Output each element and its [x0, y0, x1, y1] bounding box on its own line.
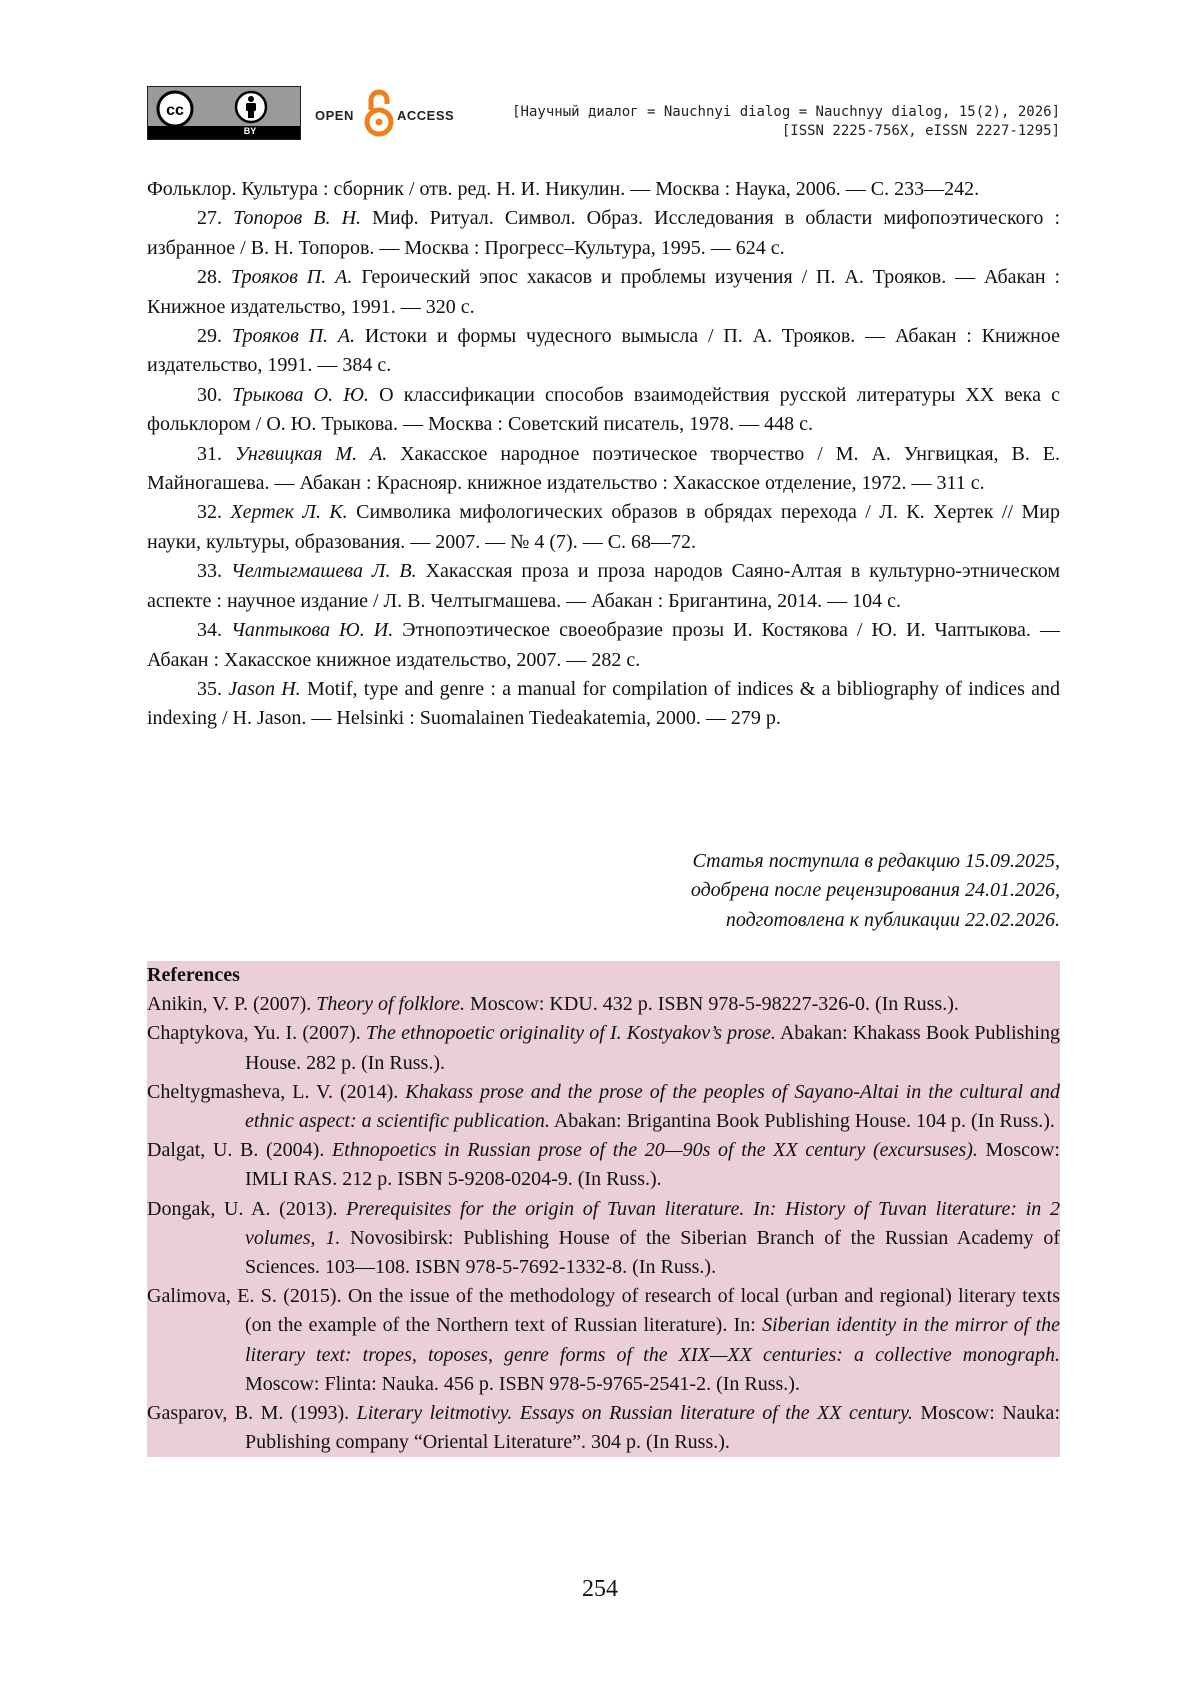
- attribution-person-icon: [234, 90, 268, 124]
- reference-item: [147, 263, 1060, 322]
- license-strip: [148, 126, 300, 139]
- references-item-lead: Gasparov, B. M. (1993).: [147, 1402, 357, 1425]
- references-item: [147, 1282, 1060, 1399]
- cc-icon: [156, 90, 194, 128]
- references-item-lead: Anikin, V. P. (2007).: [147, 993, 317, 1016]
- references-item: [147, 1195, 1060, 1283]
- reference-number: 31.: [197, 442, 235, 465]
- reference-item: [147, 322, 1060, 381]
- references-item-tail: Moscow: Flinta: Nauka. 456 p. ISBN 978-5-9765-2541-2. (In Russ.).: [245, 1372, 800, 1395]
- reference-item: [147, 675, 1060, 734]
- prepared-date-line: подготовлена к публикации 22.02.2026.: [725, 908, 1060, 931]
- references-item-title: Siberian identity in the mirror of the literary text: tropes, toposes, genre forms of the XIX—XX centuries: a collective monograph.: [245, 1314, 1060, 1366]
- approved-date-line: одобрена после рецензирования 24.01.2026,: [690, 879, 1060, 902]
- reference-author: Топоров В. Н.: [233, 207, 362, 230]
- reference-number: 35.: [197, 677, 229, 700]
- page-number: 254: [582, 1576, 618, 1602]
- reference-item: [147, 204, 1060, 263]
- reference-text: Миф. Ритуал. Символ. Образ. Исследования в области мифопоэтического : избранное / В. Н. Топоров. — Москва : Прогресс–Культура, 1995. — 624 с.: [147, 207, 1060, 259]
- references-item: [147, 1078, 1060, 1136]
- journal-citation: [512, 103, 1060, 141]
- open-access-access-text: ACCESS: [397, 108, 455, 123]
- reference-text: Символика мифологических образов в обрядах перехода / Л. К. Хертек // Мир науки, культуры, образования. — 2007. — № 4 (7). — С. 68—72.: [147, 501, 1060, 553]
- references-item-tail: Abakan: Khakass Book Publishing House. 282 p. (In Russ.).: [245, 1022, 1060, 1074]
- reference-number: 34.: [197, 619, 232, 642]
- reference-text: О классификации способов взаимодействия русской литературы XX века с фольклором / О. Ю. Трыкова. — Москва : Советский писатель, 1978. — 448 с.: [147, 383, 1061, 436]
- reference-author: Чаптыкова Ю. И.: [231, 619, 394, 642]
- reference-text: Motif, type and genre : a manual for compilation of indices & a bibliography of indices and indexing / H. Jason. — Helsinki : Suomalainen Tiedeakatemia, 2000. — 279 p.: [147, 677, 1061, 730]
- references-item-lead: Dalgat, U. B. (2004).: [147, 1139, 332, 1162]
- references-item-title: Prerequisites for the origin of Tuvan literature. In: History of Tuvan literature: in 2 volumes, 1.: [245, 1197, 1060, 1249]
- references-heading: References: [147, 964, 240, 986]
- references-item-lead: Galimova, E. S. (2015). On the issue of the methodology of research of local (urban and regional) literary texts (on the example of the Northern text of Russian literature). In:: [147, 1285, 1060, 1337]
- reference-author: Трояков П. А.: [230, 266, 353, 289]
- references-item: [147, 990, 1060, 1019]
- reference-number: 27.: [197, 207, 234, 230]
- reference-author: Челтыгмашева Л. В.: [230, 560, 417, 583]
- reference-text: Истоки и формы чудесного вымысла / П. А. Трояков. — Абакан : Книжное издательство, 1991. — 384 с.: [147, 325, 1061, 377]
- references-english-section: [147, 961, 1060, 1457]
- reference-text: Хакасская проза и проза народов Саяно-Алтая в культурно-этническом аспекте : научное издание / Л. В. Челтыгмашева. — Абакан : Бригантина, 2014. — 104 с.: [147, 560, 1061, 612]
- references-item-title: The ethnopoetic originality of I. Kostyakov’s prose.: [365, 1022, 776, 1045]
- open-access-lock-icon: [363, 86, 395, 140]
- reference-number: 32.: [197, 501, 231, 524]
- reference-item: [147, 557, 1060, 616]
- reference-item: [147, 381, 1060, 440]
- references-item-lead: Dongak, U. A. (2013).: [147, 1197, 347, 1220]
- reference-number: 33.: [197, 560, 231, 583]
- references-item-tail: Abakan: Brigantina Book Publishing House. 104 p. (In Russ.).: [549, 1110, 1055, 1133]
- references-item-tail: Moscow: Nauka: Publishing company “Oriental Literature”. 304 p. (In Russ.).: [245, 1402, 1060, 1454]
- journal-citation-line: [Научный диалог = Nauchnyi dialog = Nauchnyy dialog, 15(2), 2026]: [512, 104, 1060, 120]
- references-item-title: Ethnopoetics in Russian prose of the 20—90s of the XX century (excursuses).: [331, 1139, 978, 1162]
- reference-item: [147, 440, 1060, 499]
- reference-author: Трыкова О. Ю.: [232, 383, 369, 406]
- reference-author: Трояков П. А.: [231, 325, 356, 348]
- reference-text: Этнопоэтическое своеобразие прозы И. Костякова / Ю. И. Чаптыкова. — Абакан : Хакасское книжное издательство, 2007. — 282 с.: [147, 619, 1061, 671]
- journal-issn-line: [ISSN 2225-756X, eISSN 2227-1295]: [781, 123, 1060, 139]
- reference-number: 28.: [197, 266, 231, 289]
- open-access-logo[interactable]: [315, 86, 465, 140]
- references-item-title: Theory of folklore.: [316, 993, 465, 1016]
- reference-item: [147, 616, 1060, 675]
- references-item: [147, 1136, 1060, 1194]
- references-item-lead: Cheltygmasheva, L. V. (2014).: [147, 1080, 406, 1103]
- references-item: [147, 1019, 1060, 1077]
- references-item: [147, 1399, 1060, 1457]
- references-item-lead: Chaptykova, Yu. I. (2007).: [147, 1022, 366, 1045]
- cc-by-license-badge[interactable]: [147, 86, 301, 140]
- open-access-open-text: OPEN: [315, 108, 354, 123]
- references-item-tail: Novosibirsk: Publishing House of the Siberian Branch of the Russian Academy of Sciences. 103—108. ISBN 978-5-7692-1332-8. (In Russ.).: [245, 1226, 1061, 1279]
- reference-author: Унгвицкая М. А.: [234, 442, 388, 465]
- reference-author: Хертек Л. К.: [230, 501, 348, 524]
- references-item-tail: Moscow: KDU. 432 p. ISBN 978-5-98227-326-0. (In Russ.).: [464, 993, 959, 1016]
- article-received-note: [147, 847, 1060, 935]
- reference-text: Героический эпос хакасов и проблемы изучения / П. А. Трояков. — Абакан : Книжное издательство, 1991. — 320 с.: [147, 266, 1061, 318]
- references-item-title: Khakass prose and the prose of the peoples of Sayano-Altai in the cultural and ethnic aspect: a scientific publication.: [245, 1080, 1060, 1133]
- reference-continuation: Фольклор. Культура : сборник / отв. ред. Н. И. Никулин. — Москва : Наука, 2006. — С. 233—242.: [147, 178, 980, 200]
- license-by-label: BY: [243, 126, 257, 136]
- reference-text: Хакасское народное поэтическое творчество / М. А. Унгвицкая, В. Е. Майногашева. — Абакан : Краснояр. книжное издательство : Хакасское отделение, 1972. — 311 с.: [147, 442, 1060, 495]
- reference-number: 29.: [197, 325, 232, 348]
- reference-number: 30.: [197, 383, 233, 406]
- references-item-tail: Moscow: IMLI RAS. 212 p. ISBN 5-9208-0204-9. (In Russ.).: [245, 1139, 1060, 1191]
- reference-author: Jason H.: [228, 677, 301, 700]
- reference-list-russian: [147, 175, 1060, 734]
- page-header: [147, 86, 1060, 142]
- svg-text:cc: cc: [166, 102, 184, 119]
- references-item-title: Literary leitmotivy. Essays on Russian literature of the XX century.: [356, 1402, 913, 1425]
- received-date-line: Статья поступила в редакцию 15.09.2025,: [692, 850, 1060, 872]
- reference-item: [147, 498, 1060, 557]
